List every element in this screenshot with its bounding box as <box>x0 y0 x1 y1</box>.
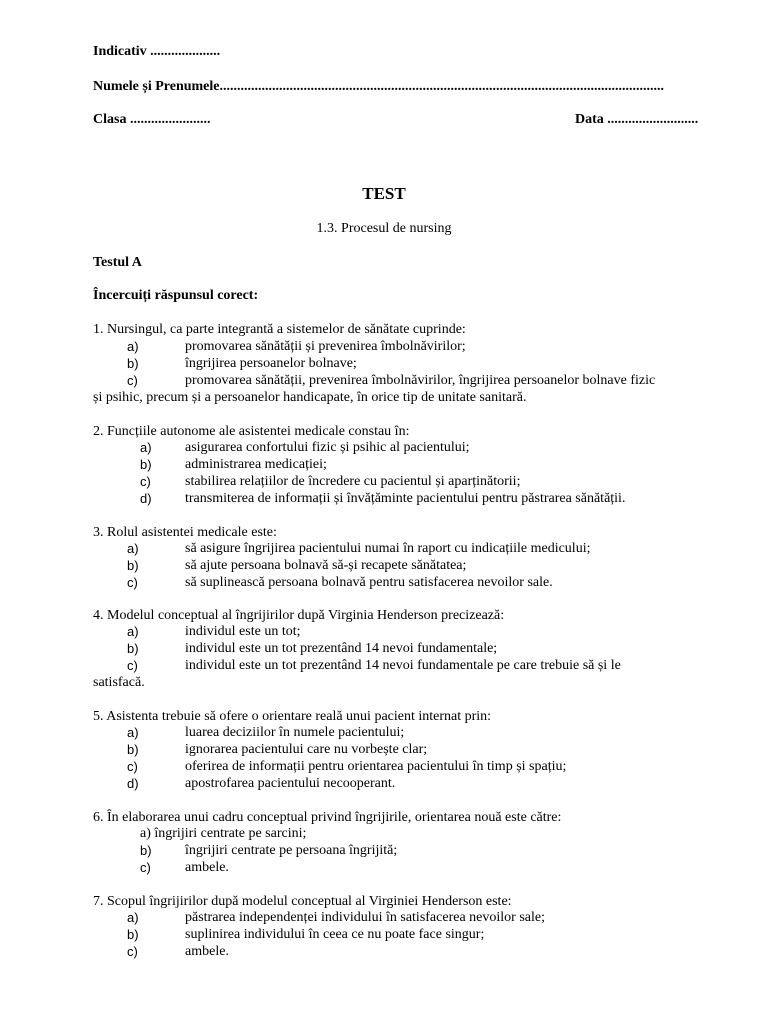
option-letter: b) <box>140 843 152 858</box>
option-text: individul este un tot; <box>185 624 301 639</box>
option-text: administrarea medicației; <box>185 457 327 472</box>
option-letter: b) <box>127 927 139 942</box>
option-letter: a) <box>140 440 152 455</box>
option-text: asigurarea confortului fizic și psihic al pacientului; <box>185 440 470 455</box>
option-text: individul este un tot prezentând 14 nevoi fundamentale; <box>185 641 498 656</box>
option-letter: b) <box>140 457 152 472</box>
option-letter: c) <box>127 575 138 590</box>
option-text: îngrijirea persoanelor bolnave; <box>185 356 357 371</box>
option-letter: a) <box>127 541 139 556</box>
option-letter: d) <box>140 491 152 506</box>
question-3: 3. Rolul asistentei medicale este: <box>93 525 277 540</box>
indicativ-field: Indicativ .................... <box>93 44 221 59</box>
question-1: 1. Nursingul, ca parte integrantă a sistemelor de sănătate cuprinde: <box>93 322 466 337</box>
option-text-continued: și psihic, precum și a persoanelor handicapate, în orice tip de unitate sanitară. <box>93 390 527 405</box>
option-letter: c) <box>127 658 138 673</box>
option-letter: a) <box>127 339 139 354</box>
option-text: ambele. <box>185 860 229 875</box>
question-6: 6. În elaborarea unui cadru conceptual privind îngrijirile, orientarea nouă este către: <box>93 810 562 825</box>
page-title: TEST <box>362 184 406 203</box>
option-letter: c) <box>127 759 138 774</box>
option-text: să asigure îngrijirea pacientului numai în raport cu indicațiile medicului; <box>185 541 591 556</box>
option-letter: b) <box>127 356 139 371</box>
option-text: transmiterea de informații și învățăminte pacientului pentru păstrarea sănătății. <box>185 491 626 506</box>
option-text: păstrarea independenței individului în satisfacerea nevoilor sale; <box>185 910 545 925</box>
question-4: 4. Modelul conceptual al îngrijirilor după Virginia Henderson precizează: <box>93 608 505 623</box>
option-text: să suplinească persoana bolnavă pentru satisfacerea nevoilor sale. <box>185 575 553 590</box>
question-5: 5. Asistenta trebuie să ofere o orientare reală unui pacient internat prin: <box>93 709 492 724</box>
option-text: suplinirea individului în ceea ce nu poate face singur; <box>185 927 485 942</box>
instruction: Încercuiți răspunsul corect: <box>93 288 259 303</box>
option-text: să ajute persoana bolnavă să-și recapete sănătatea; <box>185 558 467 573</box>
name-field: Numele și Prenumele............................................................................................................................... <box>93 79 664 94</box>
option-letter: d) <box>127 776 139 791</box>
class-field: Clasa ....................... <box>93 112 211 127</box>
option-letter: a) <box>127 725 139 740</box>
option-text: promovarea sănătății și prevenirea îmbolnăvirilor; <box>185 339 466 354</box>
question-2: 2. Funcțiile autonome ale asistentei medicale constau în: <box>93 424 410 439</box>
option-letter: b) <box>127 641 139 656</box>
option-text: luarea deciziilor în numele pacientului; <box>185 725 405 740</box>
option-text: ambele. <box>185 944 229 959</box>
page-subtitle: 1.3. Procesul de nursing <box>316 221 452 236</box>
option-letter: c) <box>140 860 151 875</box>
option-text: apostrofarea pacientului necooperant. <box>185 776 396 791</box>
option-letter: b) <box>127 742 139 757</box>
option-letter: c) <box>140 474 151 489</box>
option-letter: c) <box>127 944 138 959</box>
option-text: individul este un tot prezentând 14 nevoi fundamentale pe care trebuie să și le <box>185 658 621 673</box>
option-letter: a) <box>127 910 139 925</box>
test-variant: Testul A <box>93 255 142 270</box>
option-text: promovarea sănătății, prevenirea îmbolnăvirilor, îngrijirea persoanelor bolnave fizic <box>185 373 656 388</box>
option-text: ignorarea pacientului care nu vorbește clar; <box>185 742 428 757</box>
option-letter: b) <box>127 558 139 573</box>
question-7: 7. Scopul îngrijirilor după modelul conceptual al Virginiei Henderson este: <box>93 894 512 909</box>
date-field: Data .......................... <box>575 112 699 127</box>
option-text: stabilirea relațiilor de încredere cu pacientul și aparținătorii; <box>185 474 521 489</box>
option-text-continued: satisfacă. <box>93 675 145 690</box>
option-text: îngrijiri centrate pe persoana îngrijită; <box>185 843 398 858</box>
option-letter: a) <box>127 624 139 639</box>
option-text: a) îngrijiri centrate pe sarcini; <box>140 826 307 841</box>
option-letter: c) <box>127 373 138 388</box>
option-text: oferirea de informații pentru orientarea pacientului în timp și spațiu; <box>185 759 567 774</box>
